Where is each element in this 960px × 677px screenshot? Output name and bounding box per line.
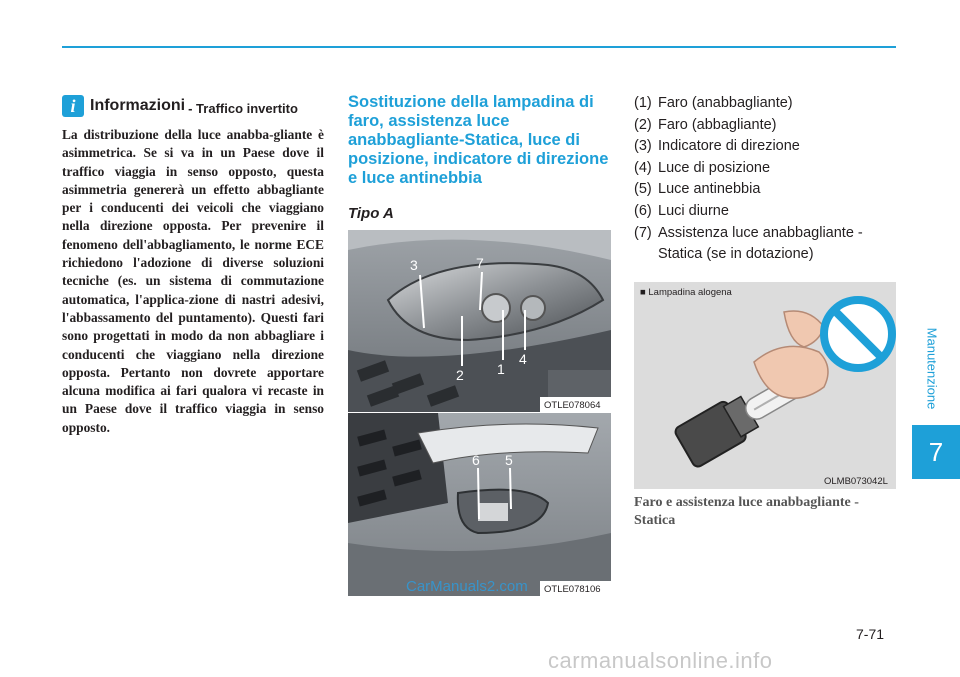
callout-5: 5: [505, 452, 513, 468]
section-title: Sostituzione della lampadina di faro, assistenza luce anabbagliante-Statica, luce di posizione, indicatore di direzione e luce antinebbia: [348, 93, 609, 187]
legend-text: Faro (abbagliante): [658, 116, 777, 133]
watermark-carmanuals: CarManuals2.com: [406, 578, 528, 595]
legend-text: Luce di posizione: [658, 159, 771, 176]
legend-item: [634, 93, 904, 115]
legend-item: [634, 201, 904, 223]
footer-watermark: carmanualsonline.info: [548, 648, 773, 673]
info-heading: [62, 95, 298, 117]
legend-item: [634, 223, 904, 266]
figure-caption: Faro e assistenza luce anabbagliante - Statica: [634, 495, 859, 528]
legend-num: (6): [634, 202, 652, 219]
callout-4: 4: [519, 351, 527, 367]
info-icon: i: [62, 95, 84, 117]
callout-1: 1: [497, 361, 505, 377]
info-title: Informazioni: [90, 97, 186, 114]
legend-num: (2): [634, 116, 652, 133]
figure-code-3: OLMB073042L: [824, 476, 888, 487]
legend-text: Luce antinebbia: [658, 181, 761, 198]
callout-3: 3: [410, 257, 418, 273]
parts-legend: [634, 93, 904, 266]
legend-num: (5): [634, 181, 652, 198]
legend-num: (7): [634, 224, 652, 241]
legend-item: [634, 136, 904, 158]
legend-num: (4): [634, 159, 652, 176]
legend-text: Luci diurne: [658, 202, 729, 219]
header-rule: [62, 46, 896, 48]
type-label: Tipo A: [348, 205, 394, 222]
bulb-type-label: ■ Lampadina alogena: [640, 287, 732, 298]
info-body-text: La distribuzione della luce anabba-gliante è asimmetrica. Se si va in un Paese dove il traffico viaggia in senso opposto, questa asimmetria genererà un effetto abbagliante per i conducenti dei veicoli che viaggiano nella direzione opposta. Per prevenire il fenomeno dell'abbagliamento, le norme ECE richiedono l'adozione di diverse soluzioni tecniche (es. un sistema di commutazione automatica, l'applica-zione di nastri adesivi, l'abbassamento del puntamento). Questi fari sono progettati in modo da non abbagliare i conducenti che viaggiano nella direzione opposta. Pertanto non dovrete apportare alcuna modifica ai fari qualora vi recaste in un Paese dove il traffico viaggia in senso opposto.: [62, 127, 324, 435]
chapter-number-tab: 7: [912, 425, 960, 479]
legend-text: Indicatore di direzione: [658, 138, 800, 155]
page-number: 7-71: [856, 626, 885, 642]
chapter-side-label: [902, 318, 960, 418]
legend-item: [634, 115, 904, 137]
figure-code-1: OTLE078064: [544, 400, 601, 411]
legend-text: Assistenza luce anabbagliante - Statica (se in dotazione): [658, 224, 863, 263]
legend-text: Faro (anabbagliante): [658, 95, 793, 111]
legend-num: (3): [634, 138, 652, 155]
callout-6: 6: [472, 452, 480, 468]
callout-2: 2: [456, 367, 464, 383]
legend-item: [634, 158, 904, 180]
headlamp-photo: [348, 230, 611, 412]
figure-code-2: OTLE078106: [544, 584, 601, 595]
info-subtitle: - Traffico invertito: [188, 100, 298, 116]
foglamp-photo: [348, 413, 611, 596]
halogen-bulb-illustration: [634, 282, 896, 489]
callout-7: 7: [476, 255, 484, 271]
legend-item: [634, 179, 904, 201]
legend-num: (1): [634, 95, 652, 111]
chapter-side-label-text: Manutenzione: [924, 327, 940, 409]
